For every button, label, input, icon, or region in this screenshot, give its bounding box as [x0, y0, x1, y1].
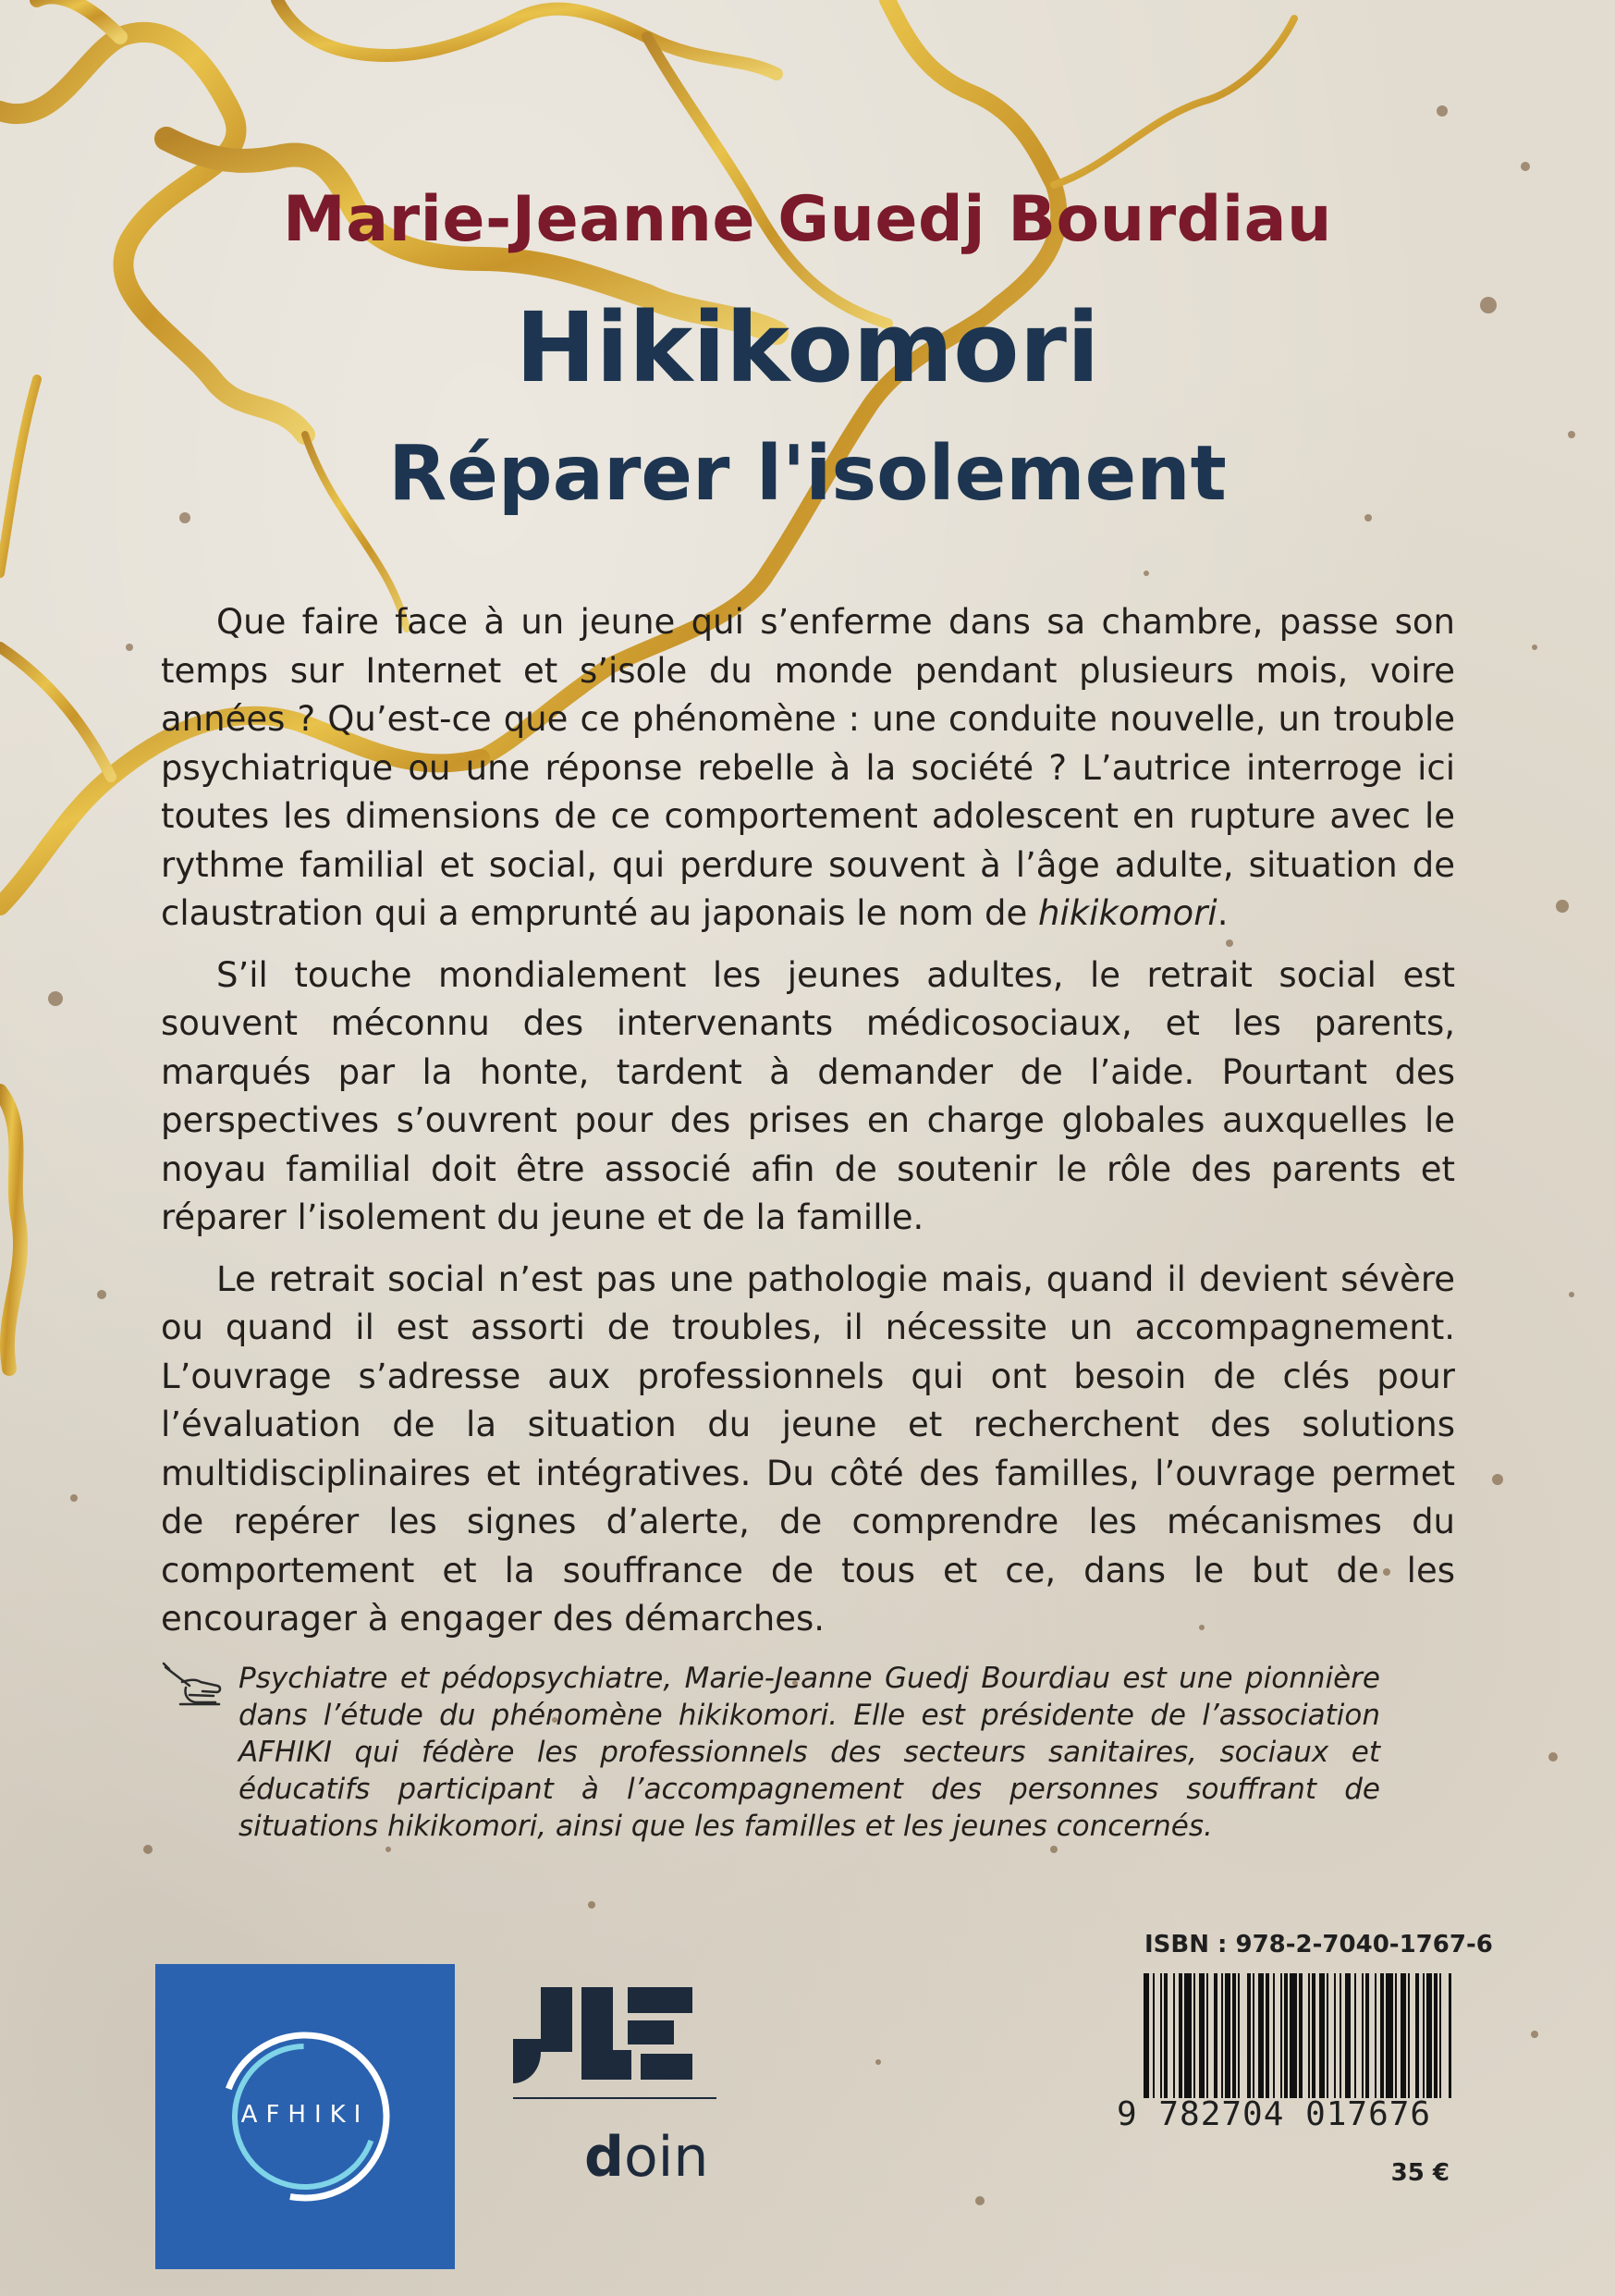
book-title: Hikikomori: [515, 291, 1100, 404]
blurb-paragraph-2: S’il touche mondialement les jeunes adultes, le retrait social est souvent méconnu des intervenants médicosociaux, et les parents, marqués par la honte, tardent à demander de l’aide. Pourtant des perspectives s’ouvrent pour des prises en charge globales auxquelles le noyau familial doit être associé afin de soutenir le rôle des parents et réparer l’isolement du jeune et de la famille.: [161, 954, 1455, 1237]
writing-hand-icon: [162, 1658, 228, 1713]
blurb: [161, 598, 1455, 1657]
logo-divider: [513, 2097, 716, 2099]
doin-logo: doin: [584, 2125, 709, 2190]
blurb-paragraph-3: Le retrait social n’est pas une pathologie mais, quand il devient sévère ou quand il est assorti de troubles, il nécessite un accompagnement. L’ouvrage s’adresse aux professionnels qui ont besoin de clés pour l’évaluation de la situation du jeune et recherchent des solutions multidisciplinaires et intégratives. Du côté des familles, l’ouvrage permet de repérer les signes d’alerte, de comprendre les mécanismes du comportement et la souffrance de tous et ce, dans le but de les encourager à engager des démarches.: [161, 1259, 1455, 1639]
barcode: [1142, 1973, 1451, 2107]
barcode-digits: 9 782704 017676: [1117, 2095, 1432, 2133]
blurb-paragraph-1: Que faire face à un jeune qui s’enferme dans sa chambre, passe son temps sur Internet et s’isole du monde pendant plusieurs mois, voire années ? Qu’est-ce que ce phénomène : une conduite nouvelle, un trouble psychiatrique ou une réponse rebelle à la société ? L’autrice interroge ici toutes les dimensions de ce comportement adolescent en rupture avec le rythme familial et social, qui perdure souvent à l’âge adulte, situation de claustration qui a emprunté au japonais le nom de hikikomori.: [161, 602, 1455, 933]
jle-logo: [513, 1983, 698, 2085]
author-bio: Psychiatre et pédopsychiatre, Marie-Jeanne Guedj Bourdiau est une pionnière dans l’étude du phénomène hikikomori. Elle est présidente de l’association AFHIKI qui fédère les professionnels des secteurs sanitaires, sociaux et éducatifs participant à l’accompagnement des personnes souffrant de situations hikikomori, ainsi que les familles et les jeunes concernés.: [239, 1662, 1380, 1843]
author-name: Marie-Jeanne Guedj Bourdiau: [283, 183, 1332, 256]
isbn: ISBN : 978-2-7040-1767-6: [1144, 1931, 1493, 1958]
hikikomori-term: hikikomori: [1038, 893, 1217, 933]
book-subtitle: Réparer l'isolement: [388, 430, 1227, 518]
price: 35 €: [1390, 2159, 1450, 2187]
afhiki-name: AFHIKI: [240, 2101, 370, 2129]
afhiki-logo: [155, 1964, 455, 2269]
